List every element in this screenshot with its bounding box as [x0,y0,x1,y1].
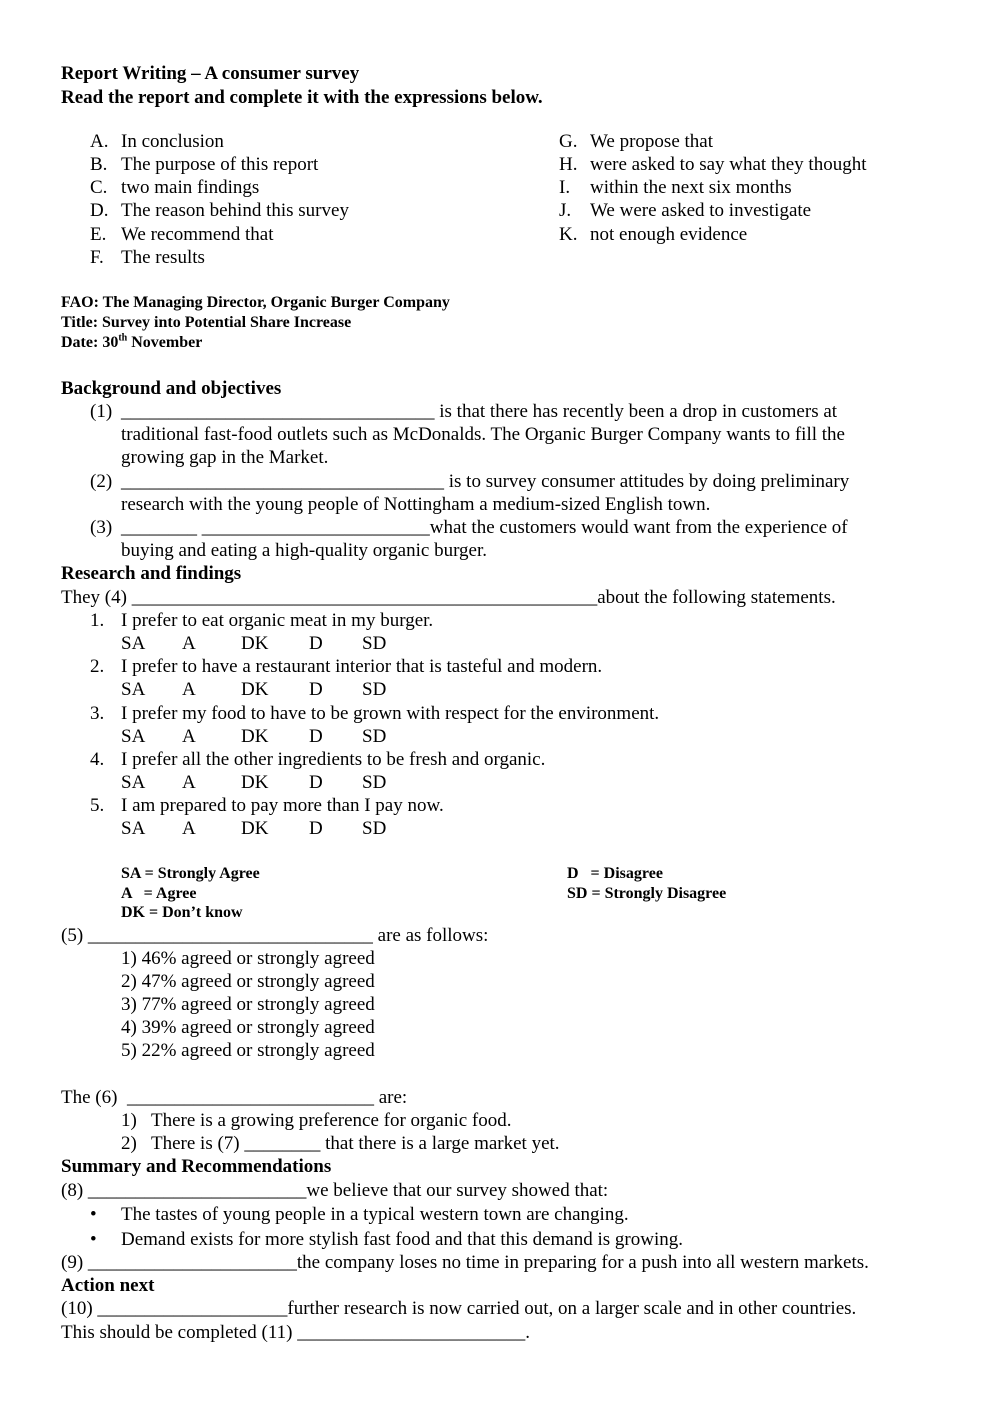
page-title: Report Writing – A consumer survey [61,63,360,84]
expression-item: H. [559,154,578,175]
results-intro: (5) ______________________________ are as follows: [61,925,489,946]
summary-line-8: (8) _______________________we believe that our survey showed that: [61,1180,609,1201]
expression-text: In conclusion [121,131,224,152]
finding-text: There is a growing preference for organic food. [151,1110,512,1131]
finding-text: There is (7) ________ that there is a large market yet. [151,1133,560,1154]
statement-text: I prefer to eat organic meat in my burger. [121,610,434,631]
key-item: A = Agree [121,885,197,902]
paragraph-1-line-1: _________________________________ is that there has recently been a drop in customers at [121,401,838,422]
key-item: D = Disagree [567,865,663,882]
expression-item: D. [90,200,109,221]
result-item: 2) 47% agreed or strongly agreed [121,971,375,992]
expression-item: C. [90,177,108,198]
paragraph-1-line-3: growing gap in the Market. [121,447,329,468]
rating-scale: SA A DK D SD [121,726,387,747]
expression-text: The results [121,247,205,268]
rating-scale: SA A DK D SD [121,679,387,700]
finding-number: 1) [121,1110,137,1131]
statement-number: 2. [90,656,105,677]
bullet-icon: • [90,1204,97,1225]
blank-9[interactable]: ______________________ [87,1252,297,1273]
blank-11[interactable]: ________________________ [297,1322,526,1343]
blank-10[interactable]: ____________________ [97,1298,288,1319]
section-heading-background: Background and objectives [61,378,282,399]
paragraph-3-line-2: buying and eating a high-quality organic burger. [121,540,488,561]
statement-text: I prefer my food to have to be grown with respect for the environment. [121,703,660,724]
memo-fao: FAO: The Managing Director, Organic Burger Company [61,294,450,311]
statement-text: I am prepared to pay more than I pay now. [121,795,444,816]
expression-text: We recommend that [121,224,274,245]
summary-bullet: Demand exists for more stylish fast food and that this demand is growing. [121,1229,683,1250]
expression-item: J. [559,200,572,221]
expression-item: K. [559,224,578,245]
paragraph-1-line-2: traditional fast-food outlets such as McDonalds. The Organic Burger Company wants to fill the [121,424,845,445]
expression-item: G. [559,131,578,152]
rating-scale: SA A DK D SD [121,633,387,654]
action-line-10: (10) ____________________further research is now carried out, on a larger scale and in other countries. [61,1298,857,1319]
statement-text: I prefer to have a restaurant interior that is tasteful and modern. [121,656,603,677]
paragraph-2-line-1: __________________________________ is to survey consumer attitudes by doing preliminary [121,471,850,492]
blank-8[interactable]: _______________________ [87,1180,307,1201]
findings-intro: The (6) __________________________ are: [61,1087,408,1108]
expression-item: A. [90,131,109,152]
expression-item: F. [90,247,104,268]
summary-bullet: The tastes of young people in a typical western town are changing. [121,1204,629,1225]
statement-text: I prefer all the other ingredients to be fresh and organic. [121,749,546,770]
key-item: SA = Strongly Agree [121,865,260,882]
memo-date: Date: 30th November [61,332,203,351]
result-item: 3) 77% agreed or strongly agreed [121,994,375,1015]
statement-number: 4. [90,749,105,770]
blank-1[interactable]: _________________________________ [121,401,435,422]
statement-number: 5. [90,795,105,816]
instruction-text: Read the report and complete it with the expressions below. [61,87,543,108]
paragraph-3-line-1: ________ ________________________what the customers would want from the experience of [121,517,848,538]
paragraph-number: (1) [90,401,113,422]
paragraph-number: (3) [90,517,113,538]
blank-2[interactable]: __________________________________ [121,471,444,492]
statement-number: 1. [90,610,105,631]
section-heading-action: Action next [61,1275,155,1296]
expression-text: were asked to say what they thought [590,154,867,175]
summary-line-9: (9) ______________________the company loses no time in preparing for a push into all western markets. [61,1252,869,1273]
key-item: DK = Don’t know [121,904,243,921]
finding-number: 2) [121,1133,137,1154]
expression-text: We propose that [590,131,713,152]
expression-text: two main findings [121,177,260,198]
blank-4[interactable]: _________________________________________________ [131,587,598,608]
paragraph-2-line-2: research with the young people of Nottingham a medium-sized English town. [121,494,711,515]
expression-text: not enough evidence [590,224,748,245]
rating-scale: SA A DK D SD [121,818,387,839]
key-item: SD = Strongly Disagree [567,885,727,902]
blank-6[interactable]: __________________________ [126,1087,374,1108]
paragraph-number: (2) [90,471,113,492]
expression-item: E. [90,224,107,245]
rating-scale: SA A DK D SD [121,772,387,793]
expression-item: I. [559,177,571,198]
expression-text: The reason behind this survey [121,200,349,221]
statement-number: 3. [90,703,105,724]
result-item: 4) 39% agreed or strongly agreed [121,1017,375,1038]
section-heading-summary: Summary and Recommendations [61,1156,332,1177]
result-item: 5) 22% agreed or strongly agreed [121,1040,375,1061]
expression-text: within the next six months [590,177,792,198]
section-heading-research: Research and findings [61,563,242,584]
expression-item: B. [90,154,108,175]
expression-text: The purpose of this report [121,154,319,175]
bullet-icon: • [90,1229,97,1250]
expression-text: We were asked to investigate [590,200,812,221]
research-intro: They (4) _________________________________________________about the following statements. [61,587,836,608]
result-item: 1) 46% agreed or strongly agreed [121,948,375,969]
memo-title: Title: Survey into Potential Share Increase [61,314,352,331]
blank-3[interactable]: ________ ________________________ [121,517,430,538]
blank-5[interactable]: ______________________________ [87,925,373,946]
action-line-11: This should be completed (11) ________________________. [61,1322,530,1343]
